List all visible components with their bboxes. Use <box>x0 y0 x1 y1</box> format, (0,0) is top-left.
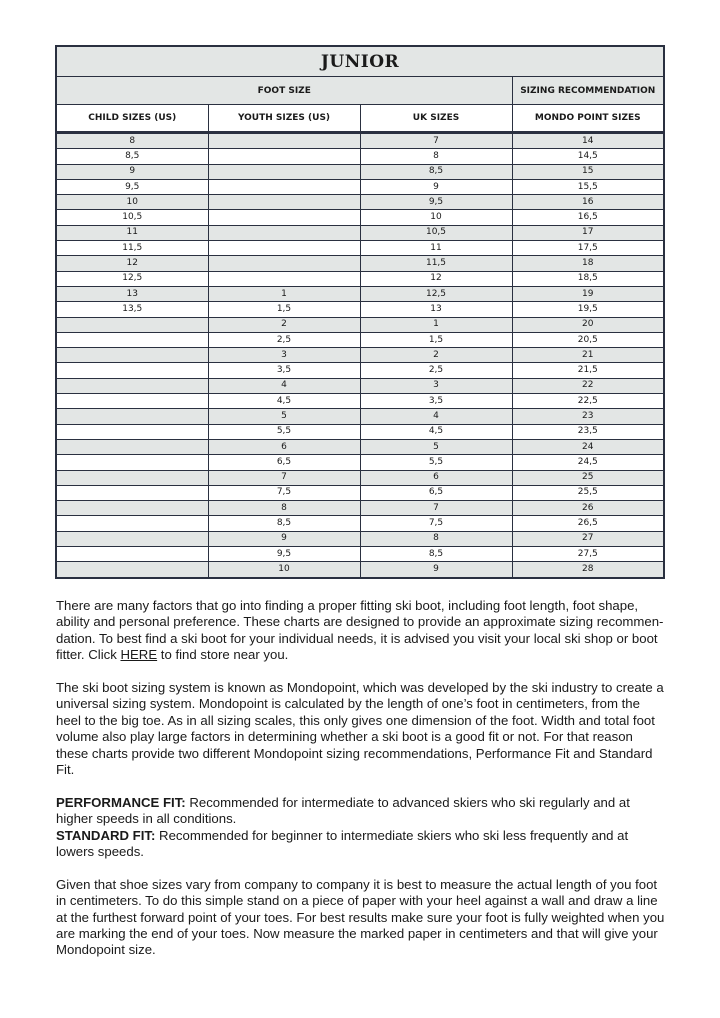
mondo-size-cell: 23 <box>512 409 664 424</box>
mondo-size-cell: 18 <box>512 256 664 271</box>
child-size-cell <box>56 409 208 424</box>
youth-size-cell: 4 <box>208 378 360 393</box>
youth-size-cell <box>208 179 360 194</box>
youth-size-cell: 3 <box>208 348 360 363</box>
youth-size-cell: 6,5 <box>208 455 360 470</box>
measure-paragraph: Given that shoe sizes vary from company to company it is best to measure the actual length of you foot in centimeters. To do this simple stand on a piece of paper with your heel against a wall and draw a line at the furthest forward point of your toes. For best results make sure your foot is fully weighted when you are marking the end of your toes. Now measure the marked paper in centimeters and that will give your Mondopoint size. <box>56 876 665 958</box>
mondo-size-cell: 23,5 <box>512 424 664 439</box>
column-header-youth: YOUTH SIZES (US) <box>208 105 360 133</box>
uk-size-cell: 10,5 <box>360 225 512 240</box>
uk-size-cell: 8,5 <box>360 164 512 179</box>
table-row <box>56 348 664 363</box>
child-size-cell: 10,5 <box>56 210 208 225</box>
uk-size-cell: 7,5 <box>360 516 512 531</box>
youth-size-cell: 4,5 <box>208 394 360 409</box>
notes-section <box>56 598 666 975</box>
column-header-mondo: MONDO POINT SIZES <box>512 105 664 133</box>
mondo-size-cell: 20,5 <box>512 332 664 347</box>
child-size-cell <box>56 547 208 562</box>
child-size-cell <box>56 348 208 363</box>
column-header-child: CHILD SIZES (US) <box>56 105 208 133</box>
table-row <box>56 547 664 562</box>
mondo-size-cell: 19,5 <box>512 302 664 317</box>
mondo-size-cell: 26,5 <box>512 516 664 531</box>
standard-fit-label: STANDARD FIT: <box>56 827 156 843</box>
youth-size-cell: 2 <box>208 317 360 332</box>
youth-size-cell: 3,5 <box>208 363 360 378</box>
mondopoint-paragraph: The ski boot sizing system is known as Mondopoint, which was developed by the ski industry to create a universal sizing system. Mondopoint is calculated by the length of one’s foot in centimeters, from the heel to the big toe. As in all sizing scales, this only gives one dimension of the foot. Width and total foot volume also play large factors in determining whether a ski boot is a good fit or not. For that reason these charts provide two different Mondopoint sizing recommendations, Performance Fit and Standard Fit. <box>56 680 664 778</box>
uk-size-cell: 4,5 <box>360 424 512 439</box>
child-size-cell <box>56 394 208 409</box>
mondo-size-cell: 14,5 <box>512 149 664 164</box>
youth-size-cell: 10 <box>208 562 360 578</box>
mondo-size-cell: 17,5 <box>512 241 664 256</box>
child-size-cell: 11 <box>56 225 208 240</box>
uk-size-cell: 3 <box>360 378 512 393</box>
mondo-size-cell: 27 <box>512 531 664 546</box>
table-row <box>56 179 664 194</box>
mondo-size-cell: 15 <box>512 164 664 179</box>
table-row <box>56 455 664 470</box>
table-row <box>56 332 664 347</box>
mondo-size-cell: 25 <box>512 470 664 485</box>
table-row <box>56 363 664 378</box>
uk-size-cell: 4 <box>360 409 512 424</box>
uk-size-cell: 13 <box>360 302 512 317</box>
mondo-size-cell: 14 <box>512 133 664 149</box>
youth-size-cell <box>208 195 360 210</box>
youth-size-cell: 7,5 <box>208 485 360 500</box>
uk-size-cell: 7 <box>360 133 512 149</box>
uk-size-cell: 5,5 <box>360 455 512 470</box>
uk-size-cell: 1 <box>360 317 512 332</box>
junior-size-table <box>55 45 665 579</box>
intro-text: There are many factors that go into finding a proper fitting ski boot, including foot length, foot shape, ability and personal preference. These charts are designed to provide an approximate sizing recommen-dation. To best find a ski boot for your individual needs, it is advised you visit your local ski shop or boot fitter. Click <box>56 598 664 663</box>
child-size-cell: 13 <box>56 286 208 301</box>
uk-size-cell: 12 <box>360 271 512 286</box>
youth-size-cell: 8,5 <box>208 516 360 531</box>
child-size-cell: 11,5 <box>56 241 208 256</box>
table-row <box>56 195 664 210</box>
mondo-size-cell: 21,5 <box>512 363 664 378</box>
child-size-cell: 12 <box>56 256 208 271</box>
youth-size-cell <box>208 256 360 271</box>
youth-size-cell <box>208 241 360 256</box>
table-row <box>56 149 664 164</box>
uk-size-cell: 2 <box>360 348 512 363</box>
mondo-size-cell: 22 <box>512 378 664 393</box>
uk-size-cell: 9 <box>360 179 512 194</box>
table-row <box>56 516 664 531</box>
mondo-size-cell: 19 <box>512 286 664 301</box>
mondo-size-cell: 24,5 <box>512 455 664 470</box>
youth-size-cell <box>208 133 360 149</box>
table-row <box>56 164 664 179</box>
uk-size-cell: 10 <box>360 210 512 225</box>
child-size-cell <box>56 562 208 578</box>
table-row <box>56 501 664 516</box>
uk-size-cell: 9 <box>360 562 512 578</box>
table-row <box>56 256 664 271</box>
child-size-cell <box>56 378 208 393</box>
table-row <box>56 409 664 424</box>
youth-size-cell: 7 <box>208 470 360 485</box>
child-size-cell <box>56 439 208 454</box>
performance-fit-text: Recommended for intermediate to advanced skiers who ski regularly and at higher speeds in all conditions. <box>56 794 630 827</box>
uk-size-cell: 9,5 <box>360 195 512 210</box>
table-row <box>56 562 664 578</box>
mondo-size-cell: 18,5 <box>512 271 664 286</box>
uk-size-cell: 1,5 <box>360 332 512 347</box>
youth-size-cell: 1,5 <box>208 302 360 317</box>
child-size-cell <box>56 317 208 332</box>
child-size-cell: 13,5 <box>56 302 208 317</box>
intro-text-end: to find store near you. <box>157 647 289 663</box>
uk-size-cell: 6,5 <box>360 485 512 500</box>
table-row <box>56 439 664 454</box>
table-row <box>56 133 664 149</box>
mondo-size-cell: 28 <box>512 562 664 578</box>
table-row <box>56 302 664 317</box>
mondo-size-cell: 26 <box>512 501 664 516</box>
child-size-cell <box>56 363 208 378</box>
youth-size-cell <box>208 271 360 286</box>
child-size-cell <box>56 470 208 485</box>
child-size-cell: 9 <box>56 164 208 179</box>
child-size-cell <box>56 501 208 516</box>
table-row <box>56 317 664 332</box>
child-size-cell: 8 <box>56 133 208 149</box>
youth-size-cell: 5,5 <box>208 424 360 439</box>
table-row <box>56 378 664 393</box>
uk-size-cell: 5 <box>360 439 512 454</box>
child-size-cell <box>56 424 208 439</box>
uk-size-cell: 2,5 <box>360 363 512 378</box>
table-row <box>56 225 664 240</box>
table-row <box>56 271 664 286</box>
youth-size-cell: 8 <box>208 501 360 516</box>
group-header-foot-size: FOOT SIZE <box>56 77 512 105</box>
child-size-cell <box>56 332 208 347</box>
performance-fit-paragraph <box>56 795 666 828</box>
child-size-cell: 9,5 <box>56 179 208 194</box>
uk-size-cell: 6 <box>360 470 512 485</box>
performance-fit-label: PERFORMANCE FIT: <box>56 794 186 810</box>
youth-size-cell: 1 <box>208 286 360 301</box>
child-size-cell <box>56 531 208 546</box>
uk-size-cell: 12,5 <box>360 286 512 301</box>
child-size-cell <box>56 485 208 500</box>
table-row <box>56 394 664 409</box>
child-size-cell <box>56 516 208 531</box>
uk-size-cell: 8 <box>360 149 512 164</box>
youth-size-cell: 9 <box>208 531 360 546</box>
mondo-size-cell: 25,5 <box>512 485 664 500</box>
intro-paragraph <box>56 598 666 664</box>
mondo-size-cell: 15,5 <box>512 179 664 194</box>
youth-size-cell: 9,5 <box>208 547 360 562</box>
mondo-size-cell: 21 <box>512 348 664 363</box>
mondo-size-cell: 24 <box>512 439 664 454</box>
youth-size-cell <box>208 210 360 225</box>
table-row <box>56 485 664 500</box>
uk-size-cell: 7 <box>360 501 512 516</box>
table-title-row <box>56 46 664 77</box>
mondo-size-cell: 27,5 <box>512 547 664 562</box>
child-size-cell: 12,5 <box>56 271 208 286</box>
store-link[interactable]: HERE <box>120 647 158 663</box>
mondo-size-cell: 16,5 <box>512 210 664 225</box>
youth-size-cell <box>208 164 360 179</box>
uk-size-cell: 8 <box>360 531 512 546</box>
uk-size-cell: 3,5 <box>360 394 512 409</box>
mondo-size-cell: 16 <box>512 195 664 210</box>
child-size-cell: 10 <box>56 195 208 210</box>
group-header-row <box>56 77 664 105</box>
table-row <box>56 286 664 301</box>
uk-size-cell: 11,5 <box>360 256 512 271</box>
group-header-sizing-recommendation: SIZING RECOMMENDATION <box>512 77 664 105</box>
child-size-cell: 8,5 <box>56 149 208 164</box>
table-row <box>56 241 664 256</box>
uk-size-cell: 8,5 <box>360 547 512 562</box>
standard-fit-paragraph <box>56 828 666 861</box>
table-row <box>56 470 664 485</box>
youth-size-cell: 5 <box>208 409 360 424</box>
uk-size-cell: 11 <box>360 241 512 256</box>
mondo-size-cell: 22,5 <box>512 394 664 409</box>
column-header-uk: UK SIZES <box>360 105 512 133</box>
mondo-size-cell: 20 <box>512 317 664 332</box>
table-title: JUNIOR <box>56 46 664 77</box>
child-size-cell <box>56 455 208 470</box>
youth-size-cell: 6 <box>208 439 360 454</box>
youth-size-cell <box>208 225 360 240</box>
table-body <box>56 46 664 578</box>
youth-size-cell: 2,5 <box>208 332 360 347</box>
youth-size-cell <box>208 149 360 164</box>
table-row <box>56 424 664 439</box>
mondo-size-cell: 17 <box>512 225 664 240</box>
table-row <box>56 531 664 546</box>
column-header-row <box>56 105 664 133</box>
standard-fit-text: Recommended for beginner to intermediate skiers who ski less frequently and at lowers speeds. <box>56 827 629 860</box>
table-row <box>56 210 664 225</box>
